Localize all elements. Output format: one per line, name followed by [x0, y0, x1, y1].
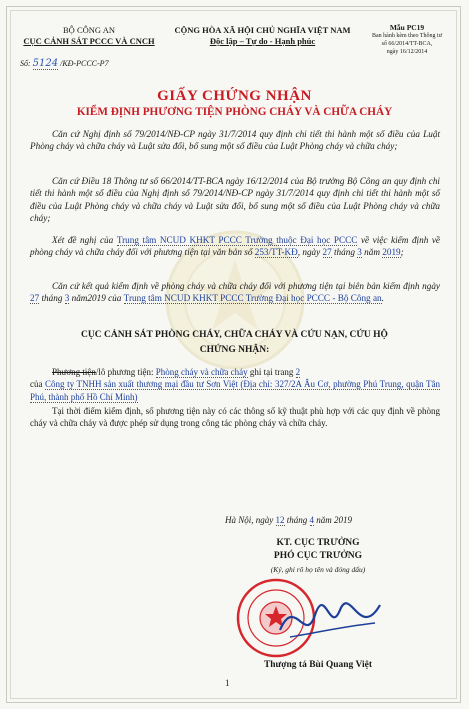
item-page: 2 [295, 367, 301, 377]
agency-header [14, 25, 164, 47]
doc-no-prefix: Số: [20, 59, 31, 68]
request-month: 3 [357, 247, 362, 258]
result-text-a: Căn cứ kết quả kiểm định về phòng cháy và chữa cháy đối với phương tiện tại biên bản kiểm định ngày [52, 281, 440, 291]
national-header [150, 25, 375, 47]
doc-no-value: 5124 [32, 58, 59, 69]
certified-item [30, 366, 440, 403]
owner-company: Công ty TNHH sản xuất thương mại đầu tư Sơn Việt (Địa chỉ: 327/2A Âu Cơ, phường Phú Trung, quận Tân Phú, thành phố Hồ Chí Minh) [30, 379, 440, 402]
result-day: 27 [30, 293, 40, 304]
request-text-a: Xét đề nghị của [52, 235, 114, 245]
request-text-e: năm [364, 247, 380, 258]
form-code-block [355, 24, 459, 56]
request-text-b: về việc kiểm định về phòng cháy và chữa cháy đối với phương tiện tại văn bản số [30, 235, 441, 258]
request-day: 27 [322, 247, 332, 258]
request-doc-no: 253/TT-KĐ [254, 247, 298, 258]
form-note-1: Ban hành kèm theo Thông tư [372, 33, 442, 39]
agency-ministry: BỘ CÔNG AN [63, 25, 115, 35]
certificate-subtitle: KIỂM ĐỊNH PHƯƠNG TIỆN PHÒNG CHÁY VÀ CHỮA CHÁY [76, 106, 393, 118]
owner-label: của [30, 379, 43, 390]
result-month: 3 [64, 293, 70, 304]
doc-no-suffix: /KĐ-PCCC-P7 [60, 59, 109, 68]
result-end: . [381, 293, 384, 304]
certify-authority: CỤC CẢNH SÁT PHÒNG CHÁY, CHỮA CHÁY VÀ CỨU NẠN, CỨU HỘ [81, 330, 388, 340]
item-tail: ghi tại trang [249, 367, 294, 377]
date-year: năm 2019 [316, 515, 353, 525]
request-end: ; [400, 247, 404, 258]
preamble-request [30, 234, 440, 259]
form-code: Mẫu PC19 [389, 23, 425, 32]
request-text-d: tháng [334, 247, 355, 258]
certificate-title: GIẤY CHỨNG NHẬN [157, 88, 312, 104]
signer-name: Thượng tá Bùi Quang Việt [263, 660, 373, 670]
date-month-label: tháng [286, 515, 308, 525]
signer-title-1: KT. CỤC TRƯỞNG [276, 538, 360, 548]
preamble-circular: Căn cứ Điều 18 Thông tư số 66/2014/TT-BCA ngày 16/12/2014 của Bộ trưởng Bộ Công an quy định chi tiết thi hành một số điều của Nghị định số 79/2014/NĐ-CP ngày 31/7/2014 quy định chi tiết thi hành một số điều của Luật Phòng cháy và chữa cháy và Luật sửa đổi, bổ sung một số điều của Luật Phòng cháy và chữa cháy; [30, 176, 440, 223]
item-label: /lô phương tiện: [95, 367, 154, 377]
date-place: Hà Nội, ngày [225, 515, 274, 525]
agency-department: CỤC CẢNH SÁT PCCC VÀ CNCH [23, 36, 155, 46]
signer-title-2: PHÓ CỤC TRƯỞNG [273, 551, 363, 561]
item-value: Phòng cháy và chữa cháy [155, 367, 248, 377]
request-org: Trung tâm NCUD KHKT PCCC Trường thuộc Đại học PCCC [116, 235, 358, 245]
date-day: 12 [275, 515, 285, 525]
result-text-d: của [108, 293, 122, 304]
preamble-decree: Căn cứ Nghị định số 79/2014/NĐ-CP ngày 31/7/2014 quy định chi tiết thi hành một số điều của Luật Phòng cháy và chữa cháy và Luật sửa đổi, bổ sung một số điều của Luật Phòng cháy và chữa cháy; [30, 129, 440, 152]
preamble-result [30, 280, 440, 305]
document-number [20, 58, 109, 69]
handwritten-signature-icon [270, 585, 390, 655]
certify-conclusion: Tại thời điểm kiểm định, số phương tiện này có các thông số kỹ thuật phù hợp với các quy định về phòng cháy và chữa cháy và được phép sử dụng trong công tác phòng cháy và chữa cháy. [30, 406, 440, 429]
date-month: 4 [309, 515, 315, 525]
item-label-struck: Phương tiện [52, 367, 96, 377]
form-note-2: số 66/2014/TT-BCA, [381, 41, 433, 47]
nation-name: CỘNG HÒA XÃ HỘI CHỦ NGHĨA VIỆT NAM [174, 25, 351, 35]
signing-date [225, 515, 352, 525]
signer-note: (Ký, ghi rõ họ tên và đóng dấu) [270, 565, 366, 574]
result-org: Trung tâm NCUD KHKT PCCC Trường Đại học PCCC - Bộ Công an [123, 293, 382, 304]
certify-heading: CHỨNG NHẬN: [199, 345, 270, 355]
page-number: 1 [225, 678, 230, 688]
form-note-3: ngày 16/12/2014 [386, 49, 428, 55]
request-year: 2019 [382, 247, 401, 258]
request-text-c: , ngày [297, 247, 321, 258]
result-text-c: năm2019 [71, 293, 106, 304]
result-text-b: tháng [41, 293, 63, 304]
nation-motto: Độc lập – Tự do - Hạnh phúc [209, 36, 316, 46]
